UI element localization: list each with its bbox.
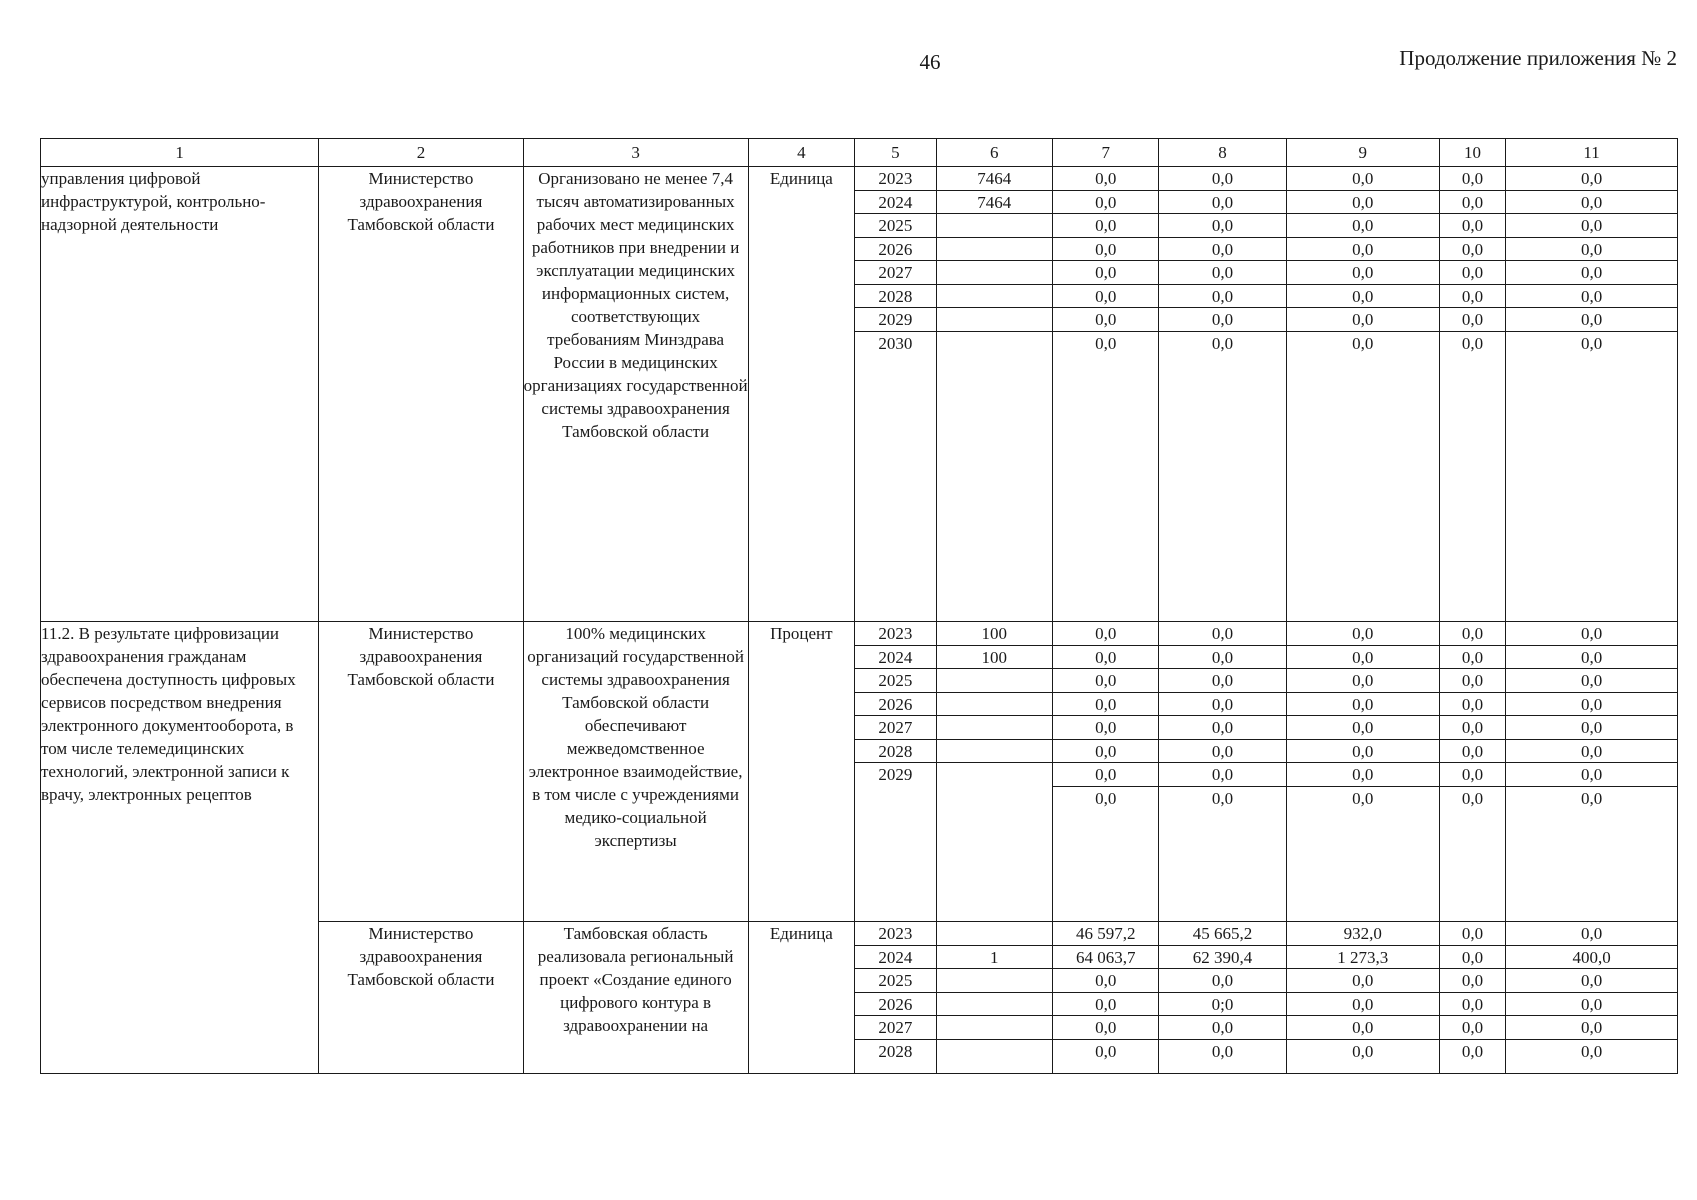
table-cell: 0,0 bbox=[1053, 969, 1159, 993]
table-cell bbox=[937, 740, 1052, 764]
value-column-10 bbox=[1439, 622, 1505, 922]
table-cell: 0,0 bbox=[1287, 646, 1439, 670]
table-cell: 0,0 bbox=[1053, 993, 1159, 1017]
table-cell: 0,0 bbox=[1159, 191, 1285, 215]
column-header: 7 bbox=[1052, 139, 1159, 167]
table-cell: 0,0 bbox=[1580, 1041, 1603, 1061]
value-column-9 bbox=[1286, 167, 1439, 622]
table-cell bbox=[937, 669, 1052, 693]
value-column-9 bbox=[1286, 922, 1439, 1074]
header-row bbox=[41, 139, 1678, 167]
table-cell bbox=[937, 693, 1052, 717]
table-cell: 0,0 bbox=[1053, 1016, 1159, 1040]
table-cell: 0,0 bbox=[1287, 693, 1439, 717]
table-cell: 0,0 bbox=[1440, 946, 1505, 970]
indicator-description: Организовано не менее 7,4 тысяч автоматизированных рабочих мест медицинских работников при внедрении и эксплуатации медицинских информационных систем, соответствующих требованиям Минздрава России в медицинских организациях государственной системы здравоохранения Тамбовской области bbox=[523, 167, 748, 622]
table-cell: 0,0 bbox=[1352, 333, 1374, 353]
column-header: 9 bbox=[1286, 139, 1439, 167]
table-cell: 0,0 bbox=[1506, 993, 1677, 1017]
table-cell: 0,0 bbox=[1440, 922, 1505, 946]
table-cell: 0,0 bbox=[1580, 333, 1603, 353]
table-cell: 0,0 bbox=[1506, 167, 1677, 191]
table-cell: 0,0 bbox=[1159, 740, 1285, 764]
column-header: 3 bbox=[523, 139, 748, 167]
value-column-10 bbox=[1439, 167, 1505, 622]
table-cell: 0,0 bbox=[1287, 993, 1439, 1017]
table-cell: 7464 bbox=[937, 191, 1052, 215]
table-cell: 0,0 bbox=[1287, 214, 1439, 238]
table-cell bbox=[937, 308, 1052, 332]
table-cell: 2024 bbox=[855, 646, 936, 670]
table-cell: 0,0 bbox=[1287, 763, 1439, 787]
table-cell: 0,0 bbox=[1095, 788, 1117, 808]
responsible-body: Министерство здравоохранения Тамбовской области bbox=[319, 922, 523, 1074]
table-cell: 0,0 bbox=[1352, 1041, 1374, 1061]
table-cell: 0,0 bbox=[1053, 740, 1159, 764]
table-cell: 0,0 bbox=[1287, 167, 1439, 191]
table-cell: 1 bbox=[937, 946, 1052, 970]
table-cell: 2024 bbox=[855, 946, 936, 970]
table-cell: 0,0 bbox=[1506, 238, 1677, 262]
table-cell: 0,0 bbox=[1287, 308, 1439, 332]
table-cell bbox=[937, 238, 1052, 262]
table-cell: 46 597,2 bbox=[1053, 922, 1159, 946]
table-cell: 0,0 bbox=[1440, 285, 1505, 309]
table-cell: 0,0 bbox=[1440, 191, 1505, 215]
value-column-7 bbox=[1052, 922, 1159, 1074]
table-cell: 0,0 bbox=[1506, 1016, 1677, 1040]
column-header: 1 bbox=[41, 139, 319, 167]
table-cell: 2027 bbox=[855, 261, 936, 285]
value-column-11 bbox=[1506, 622, 1678, 922]
table-cell: 0,0 bbox=[1287, 716, 1439, 740]
unit-of-measure: Процент bbox=[748, 622, 855, 922]
responsible-body: Министерство здравоохранения Тамбовской области bbox=[319, 167, 523, 622]
table-cell: 0,0 bbox=[1211, 1041, 1234, 1061]
table-cell bbox=[937, 969, 1052, 993]
table-cell: 0,0 bbox=[1159, 167, 1285, 191]
table-cell bbox=[937, 285, 1052, 309]
table-cell: 0,0 bbox=[1440, 740, 1505, 764]
value-column-10 bbox=[1439, 922, 1505, 1074]
table-cell: 0,0 bbox=[1506, 740, 1677, 764]
table-cell bbox=[937, 993, 1052, 1017]
result-description: 11.2. В результате цифровизации здравоохранения гражданам обеспечена доступность цифровых сервисов посредством внедрения электронного документооборота, в том числе телемедицинских технологий, электронной записи к врачу, электронных рецептов bbox=[41, 622, 319, 1074]
table-cell: 2024 bbox=[855, 191, 936, 215]
column-header: 8 bbox=[1159, 139, 1286, 167]
table-cell: 0;0 bbox=[1159, 993, 1285, 1017]
page-number: 46 bbox=[919, 50, 941, 74]
year-column bbox=[855, 622, 937, 922]
table-cell: 0,0 bbox=[1053, 716, 1159, 740]
unit-of-measure: Единица bbox=[748, 922, 855, 1074]
table-cell: 0,0 bbox=[1506, 214, 1677, 238]
data-table bbox=[40, 138, 1678, 1074]
table-cell bbox=[937, 332, 1052, 356]
column-header: 10 bbox=[1439, 139, 1505, 167]
column-header: 5 bbox=[855, 139, 937, 167]
table-cell: 0,0 bbox=[1159, 285, 1285, 309]
table-cell: 0,0 bbox=[1053, 167, 1159, 191]
table-cell: 0,0 bbox=[1506, 969, 1677, 993]
table-cell: 0,0 bbox=[1440, 1016, 1505, 1040]
table-cell: 0,0 bbox=[1506, 646, 1677, 670]
table-cell: 0,0 bbox=[1159, 1016, 1285, 1040]
table-cell: 0,0 bbox=[1287, 669, 1439, 693]
table-cell: 0,0 bbox=[1506, 763, 1677, 787]
table-cell: 0,0 bbox=[1159, 763, 1285, 787]
table-cell: 2027 bbox=[855, 1016, 936, 1040]
table-cell: 100 bbox=[937, 646, 1052, 670]
value-column-6 bbox=[936, 922, 1052, 1074]
value-column-6 bbox=[936, 167, 1052, 622]
table-row bbox=[41, 622, 1678, 922]
table-cell: 0,0 bbox=[1506, 693, 1677, 717]
table-cell: 0,0 bbox=[1506, 669, 1677, 693]
table-cell: 2023 bbox=[855, 622, 936, 646]
table-cell: 0,0 bbox=[1159, 716, 1285, 740]
table-cell: 0,0 bbox=[1159, 693, 1285, 717]
table-cell bbox=[937, 1040, 1052, 1064]
table-cell: 2028 bbox=[855, 285, 936, 309]
table-cell: 0,0 bbox=[1287, 622, 1439, 646]
value-column-11 bbox=[1506, 167, 1678, 622]
table-cell: 0,0 bbox=[1506, 716, 1677, 740]
table-cell: 2026 bbox=[855, 993, 936, 1017]
table-cell: 2025 bbox=[855, 669, 936, 693]
result-description: управления цифровой инфраструктурой, контрольно-надзорной деятельности bbox=[41, 167, 319, 622]
table-cell: 0,0 bbox=[1287, 191, 1439, 215]
table-cell: 0,0 bbox=[1159, 214, 1285, 238]
table-cell: 0,0 bbox=[1095, 1041, 1117, 1061]
indicator-description: 100% медицинских организаций государственной системы здравоохранения Тамбовской области обеспечивают межведомственное электронное взаимодействие, в том числе с учреждениями медико-социальной экспертизы bbox=[523, 622, 748, 922]
table-cell: 0,0 bbox=[1053, 238, 1159, 262]
table-cell bbox=[937, 1016, 1052, 1040]
table-cell: 0,0 bbox=[1506, 308, 1677, 332]
value-column-6 bbox=[936, 622, 1052, 922]
table-cell: 0,0 bbox=[1159, 308, 1285, 332]
column-header: 6 bbox=[936, 139, 1052, 167]
table-cell: 0,0 bbox=[1506, 191, 1677, 215]
table-cell: 0,0 bbox=[1053, 261, 1159, 285]
table-cell: 0,0 bbox=[1506, 261, 1677, 285]
table-cell: 0,0 bbox=[1440, 214, 1505, 238]
table-cell: 0,0 bbox=[1440, 716, 1505, 740]
table-cell: 2025 bbox=[855, 969, 936, 993]
table-cell: 2023 bbox=[855, 922, 936, 946]
table-cell: 0,0 bbox=[1440, 308, 1505, 332]
table-cell: 0,0 bbox=[1440, 622, 1505, 646]
table-cell: 7464 bbox=[937, 167, 1052, 191]
year-column bbox=[855, 167, 937, 622]
table-cell: 0,0 bbox=[1287, 238, 1439, 262]
table-cell: 0,0 bbox=[1440, 993, 1505, 1017]
table-cell: 0,0 bbox=[1159, 622, 1285, 646]
table-cell: 0,0 bbox=[1287, 969, 1439, 993]
table-cell: 0,0 bbox=[1095, 333, 1117, 353]
table-cell: 0,0 bbox=[1287, 740, 1439, 764]
table-cell: 0,0 bbox=[1053, 646, 1159, 670]
table-cell: 2026 bbox=[855, 693, 936, 717]
table-cell: 0,0 bbox=[1053, 622, 1159, 646]
table-cell: 0,0 bbox=[1440, 646, 1505, 670]
value-column-8 bbox=[1159, 167, 1286, 622]
table-cell: 0,0 bbox=[1159, 669, 1285, 693]
table-cell: 0,0 bbox=[1159, 646, 1285, 670]
table-cell: 0,0 bbox=[1506, 285, 1677, 309]
table-cell: 0,0 bbox=[1506, 922, 1677, 946]
table-cell: 2025 bbox=[855, 214, 936, 238]
value-column-7 bbox=[1052, 167, 1159, 622]
table-cell: 0,0 bbox=[1053, 669, 1159, 693]
table-cell: 0,0 bbox=[1461, 788, 1484, 808]
table-cell: 0,0 bbox=[1053, 763, 1159, 787]
table-cell bbox=[937, 261, 1052, 285]
table-cell: 1 273,3 bbox=[1287, 946, 1439, 970]
unit-of-measure: Единица bbox=[748, 167, 855, 622]
table-cell: 0,0 bbox=[1440, 167, 1505, 191]
table-cell: 0,0 bbox=[1287, 261, 1439, 285]
table-cell: 0,0 bbox=[1053, 191, 1159, 215]
value-column-11 bbox=[1506, 922, 1678, 1074]
value-column-7 bbox=[1052, 622, 1159, 922]
table-cell: 400,0 bbox=[1506, 946, 1677, 970]
table-cell bbox=[937, 716, 1052, 740]
table-cell: 100 bbox=[937, 622, 1052, 646]
table-cell: 0,0 bbox=[1159, 969, 1285, 993]
responsible-body: Министерство здравоохранения Тамбовской области bbox=[319, 622, 523, 922]
table-cell: 2028 bbox=[855, 740, 936, 764]
table-cell: 45 665,2 bbox=[1159, 922, 1285, 946]
table-cell: 2030 bbox=[878, 333, 913, 353]
column-header: 4 bbox=[748, 139, 855, 167]
table-cell: 0,0 bbox=[1461, 1041, 1484, 1061]
value-column-8 bbox=[1159, 922, 1286, 1074]
continuation-label: Продолжение приложения № 2 bbox=[1399, 46, 1677, 70]
table-cell: 62 390,4 bbox=[1159, 946, 1285, 970]
table-cell: 0,0 bbox=[1053, 285, 1159, 309]
table-cell: 0,0 bbox=[1211, 333, 1234, 353]
table-cell: 0,0 bbox=[1053, 214, 1159, 238]
table-cell: 0,0 bbox=[1440, 763, 1505, 787]
table-cell: 0,0 bbox=[1440, 969, 1505, 993]
table-cell: 0,0 bbox=[1053, 308, 1159, 332]
column-header: 11 bbox=[1506, 139, 1678, 167]
value-column-8 bbox=[1159, 622, 1286, 922]
table-cell: 2027 bbox=[855, 716, 936, 740]
table-cell: 2028 bbox=[878, 1041, 913, 1061]
table-cell: 0,0 bbox=[1211, 788, 1234, 808]
table-cell: 0,0 bbox=[1159, 261, 1285, 285]
table-cell: 0,0 bbox=[1440, 261, 1505, 285]
table-cell: 0,0 bbox=[1506, 622, 1677, 646]
value-column-9 bbox=[1286, 622, 1439, 922]
table-cell: 2026 bbox=[855, 238, 936, 262]
table-cell: 2023 bbox=[855, 167, 936, 191]
table-cell: 0,0 bbox=[1440, 693, 1505, 717]
table-cell: 2029 bbox=[855, 308, 936, 332]
table-cell: 0,0 bbox=[1461, 333, 1484, 353]
column-header: 2 bbox=[319, 139, 523, 167]
table-cell: 0,0 bbox=[1440, 669, 1505, 693]
table-cell: 0,0 bbox=[1053, 693, 1159, 717]
table-cell bbox=[937, 922, 1052, 946]
table-cell: 0,0 bbox=[1580, 788, 1603, 808]
table-cell: 0,0 bbox=[1352, 788, 1374, 808]
indicator-description: Тамбовская область реализовала региональный проект «Создание единого цифрового контура в здравоохранении на bbox=[523, 922, 748, 1074]
table-row bbox=[41, 167, 1678, 622]
table-cell: 0,0 bbox=[1287, 1016, 1439, 1040]
table-cell: 932,0 bbox=[1287, 922, 1439, 946]
table-cell bbox=[937, 763, 1052, 787]
table-cell: 0,0 bbox=[1159, 238, 1285, 262]
year-column bbox=[855, 922, 937, 1074]
table-cell bbox=[937, 214, 1052, 238]
table-cell: 0,0 bbox=[1287, 285, 1439, 309]
table-cell: 64 063,7 bbox=[1053, 946, 1159, 970]
table-cell: 2029 bbox=[878, 765, 913, 784]
table-cell: 0,0 bbox=[1440, 238, 1505, 262]
